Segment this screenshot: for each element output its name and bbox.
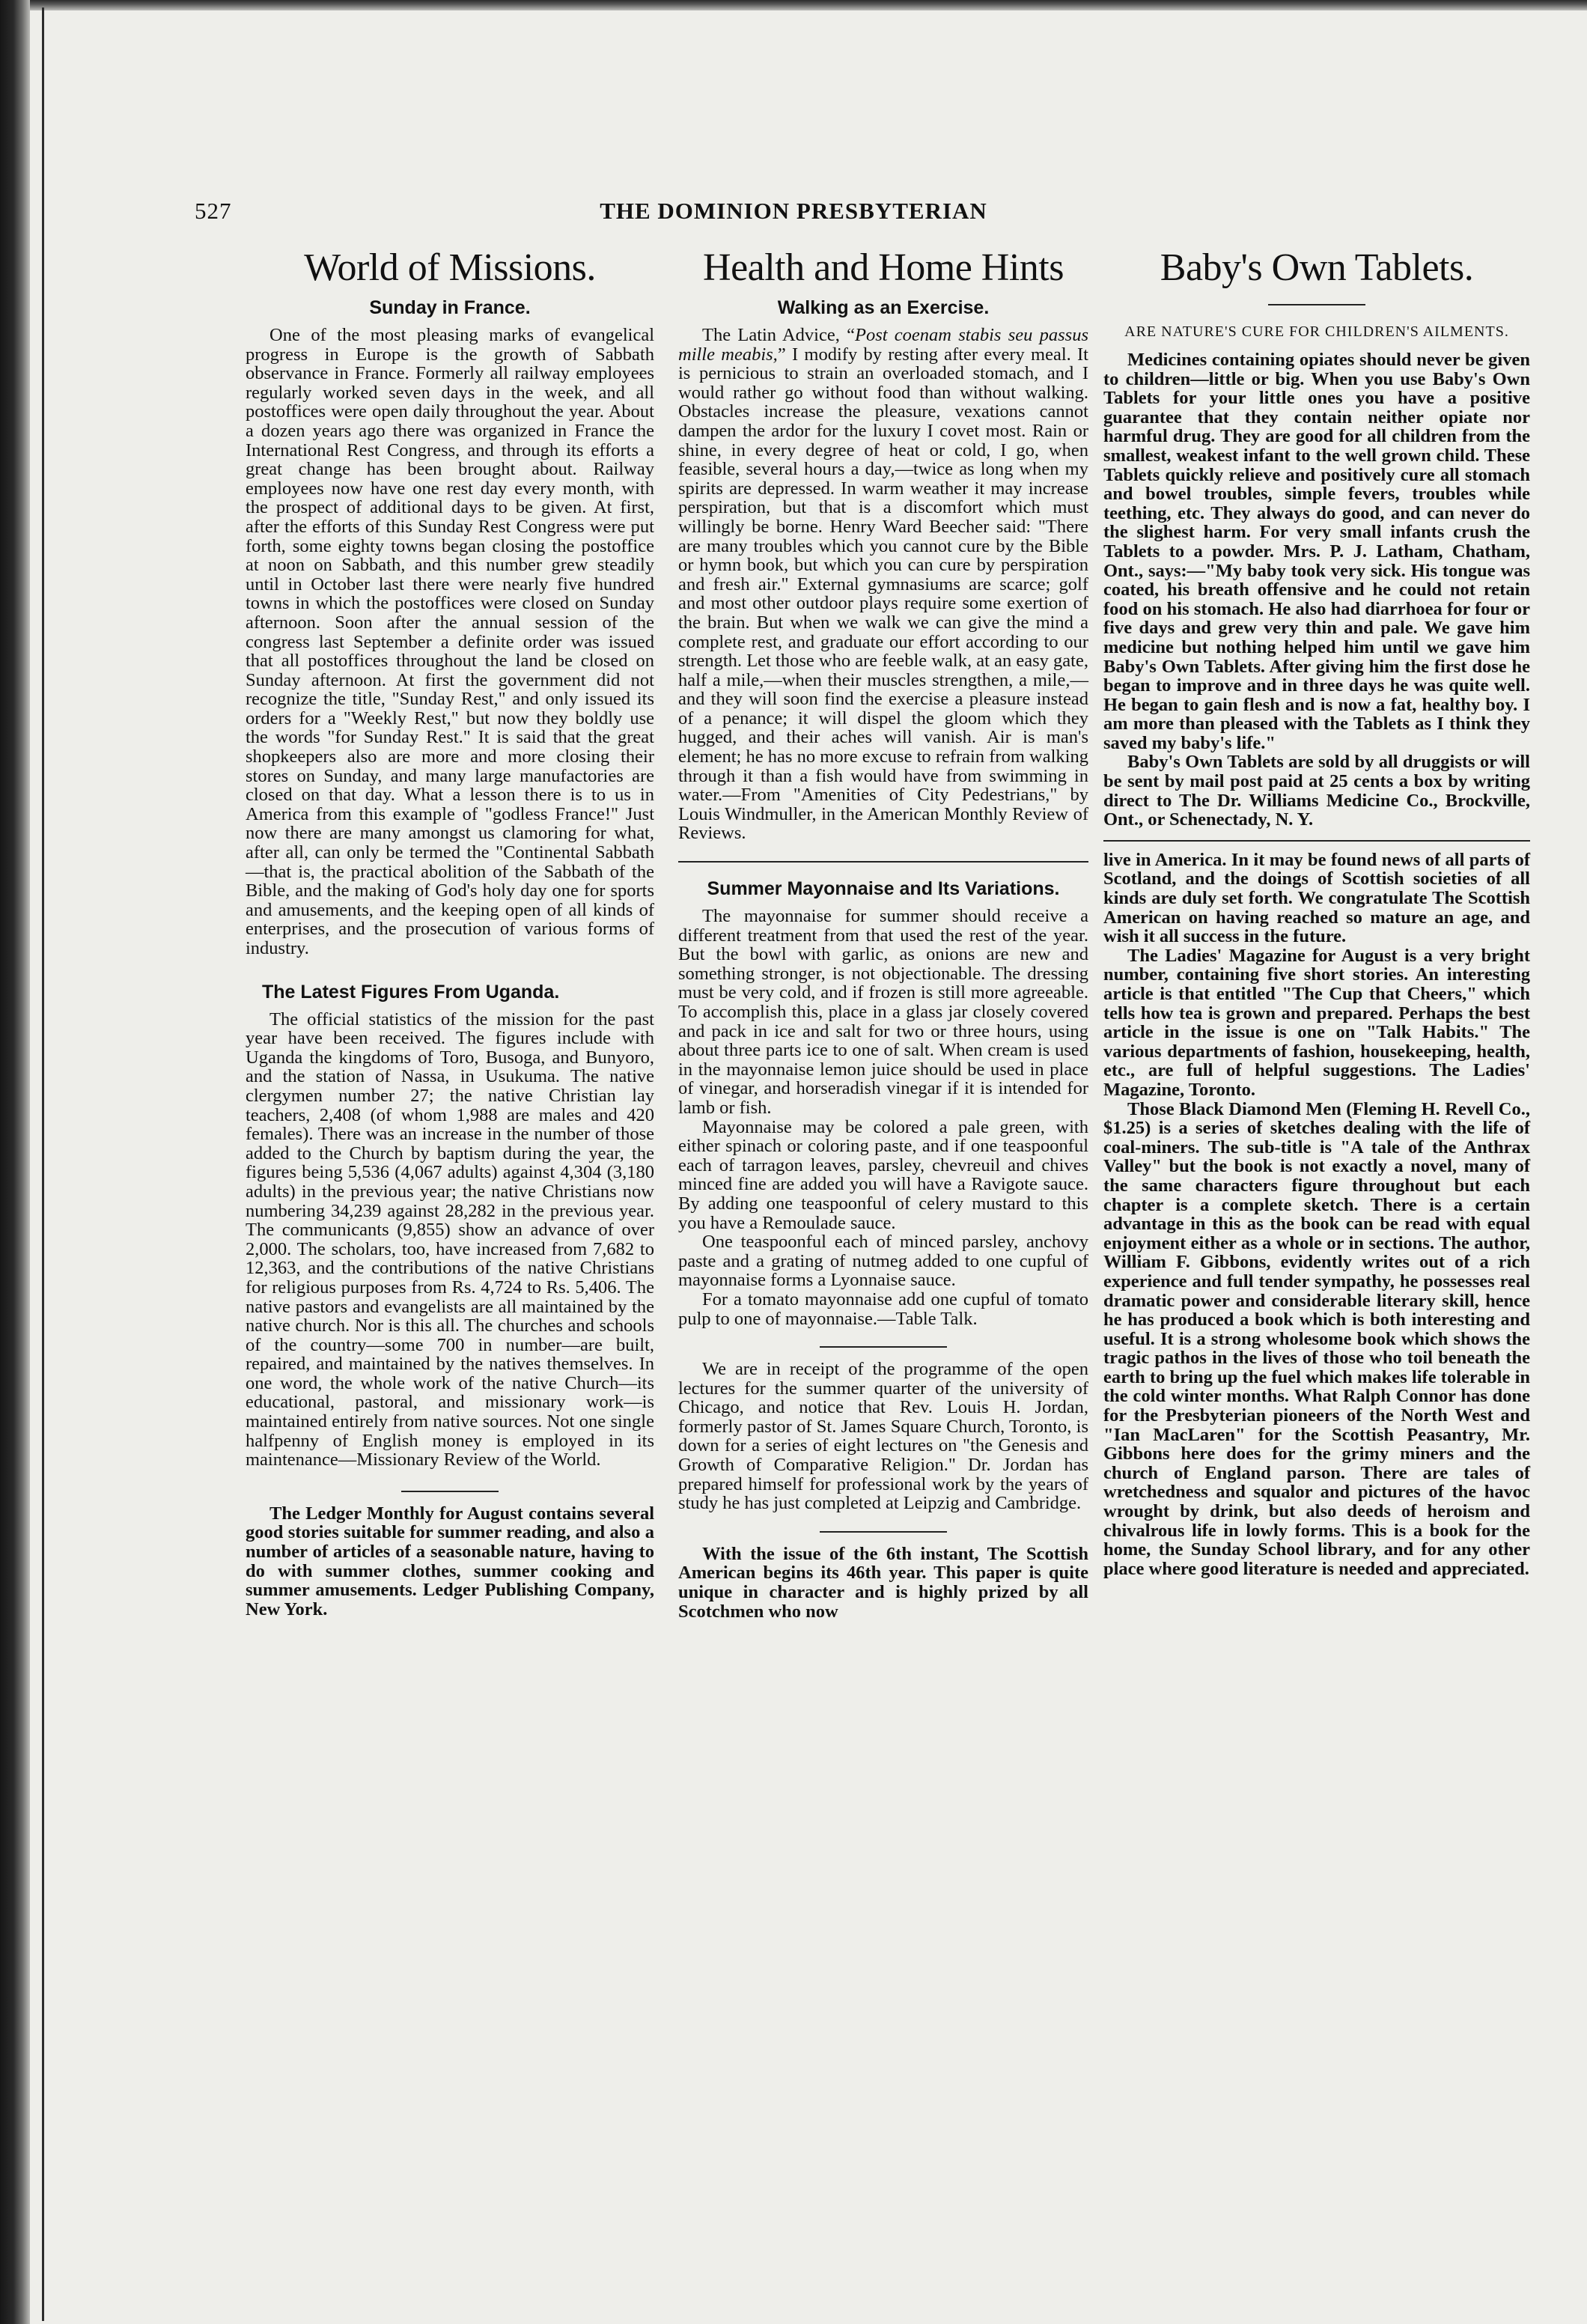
review-black-diamond-men: Those Black Diamond Men (Fleming H. Revell Co., $1.25) is a series of sketches dealing with the life of coal-miners. The sub-title is "A tale of the Anthrax Valley" but the book is not exactly a novel, many of the same characters figure throughout but each chapter is a complete sketch. There is a certain advantage in this as the book can be read with equal enjoyment either as a whole or in sections. The author, William F. Gibbons, evidently writes out of a rich experience and full tender sympathy, he possesses real dramatic power and considerable literary skill, hence he has produced a book which is both interesting and useful. It is a strong wholesome book which shows the tragic pathos in the lives of those who toil beneath the earth to bring up the fuel which makes life tolerable in the cold winter months. What Ralph Connor has done for the Presbyterian pioneers of the North West and "Ian MacLaren" for the Scottish Peasantry, Mr. Gibbons here does for the grimy miners and the church of England parson. There are tales of wretchedness and squalor and pictures of the havoc wrought by drink, but also deeds of heroism and chivalrous life in lowly forms. This is a book for the home, the Sunday School library, and for any other place where good literature is needed and appreciated.: [1103, 1098, 1530, 1579]
article-paragraph: The mayonnaise for summer should receive a different treatment from that used the rest of the year. But the bowl with garlic, as onions are new and something stronger, is not objectionable. The dressing must be very cold, and if frozen is still more agreeable. To accomplish this, place in a glass jar closely covered and pack in ice and salt for two or three hours, using about three parts ice to one of salt. When cream is used in the mayonnaise lemon juice should be used in place of vinegar, and horseradish vinegar if it is intended for lamb or fish.: [678, 906, 1088, 1118]
notice-ledger-monthly: The Ledger Monthly for August contains several good stories suitable for summer reading, and also a number of articles of a seasonable nature, having to do with summer clothes, summer cooking and summer amusements. Ledger Publishing Company, New York.: [246, 1503, 654, 1619]
article-body: The official statistics of the mission for the past year have been received. The figures include with Uganda the kingdoms of Toro, Busoga, and Bunyoro, and the station of Nassa, in Usukuma. The native clergymen number 27; the native Christian lay teachers, 2,408 (of whom 1,988 are males and 420 females). There was an increase in the number of those added to the Church by baptism during the year, the figures being 5,536 (4,067 adults) against 4,304 (3,180 adults) in the previous year; the native Christians now numbering 34,239 against 28,282 in the previous year. The communicants (9,855) show an advance of over 2,000. The scholars, too, have increased from 7,682 to 12,363, and the contributions of the native Christians for religious purposes from Rs. 4,724 to Rs. 5,406. The native pastors and evangelists are all maintained by the native church. Nor is this all. The churches and schools of the country—some 700 in number—are built, repaired, and maintained by the natives themselves. In one word, the whole work of the native Church—its educational, pastoral, and missionary work—is maintained entirely from native sources. Not one single halfpenny of English money is employed in its maintenance—Missionary Review of the World.: [246, 1009, 654, 1470]
article-paragraph: One teaspoonful each of minced parsley, anchovy paste and a grating of nutmeg added to one cupful of mayonnaise forms a Lyonnaise sauce.: [678, 1232, 1088, 1291]
column-health-and-home: [678, 234, 1088, 1621]
journal-title: THE DOMINION PRESBYTERIAN: [600, 198, 987, 224]
article-title: Walking as an Exercise.: [777, 297, 990, 318]
article-intro: The Latin Advice, “: [702, 325, 855, 345]
binding-edge: [0, 0, 30, 2324]
top-border-rule: [30, 0, 1587, 10]
page-number: 527: [195, 198, 232, 224]
department-heading: World of Missions.: [304, 246, 596, 289]
article-paragraph: For a tomato mayonnaise add one cupful of tomato pulp to one of mayonnaise.—Table Talk.: [678, 1289, 1088, 1329]
column-world-of-missions: [246, 234, 654, 1619]
notice-scottish-american: With the issue of the 6th instant, The Scottish American begins its 46th year. This paper is quite unique in character and is highly prized by all Scotchmen who now: [678, 1543, 1088, 1622]
department-heading: Health and Home Hints: [703, 246, 1064, 289]
section-divider: [1268, 304, 1365, 305]
article-title: The Latest Figures From Uganda.: [262, 981, 560, 1003]
advertisement-body: Medicines containing opiates should never be given to children—little or big. When you use Baby's Own Tablets for your little ones you have a positive guarantee that they contain neither opiate nor harmful drug. They are good for all children from the smallest, weakest infant to the well grown child. These Tablets quickly relieve and positively cure all stomach and bowel troubles, simple fevers, troubles while teething, etc. They always do good, and can never do the slighest harm. For very small infants crush the Tablets to a powder. Mrs. P. J. Latham, Chatham, Ont., says:—"My baby took very sick. His tongue was coated, his breath offensive and he could not retain food on his stomach. He also had diarrhoea for four or five days and grew very thin and pale. We gave him medicine but nothing helped him until we gave him Baby's Own Tablets. After giving him the first dose he began to improve and in three days he was quite well. He began to gain flesh and is now a fat, healthy boy. I am more than pleased with the Tablets as I think they saved my baby's life.": [1103, 350, 1530, 753]
advertisement-body: Baby's Own Tablets are sold by all druggists or will be sent by mail post paid at 25 cents a box by writing direct to The Dr. Williams Medicine Co., Brockville, Ont., or Schenectady, N. Y.: [1103, 752, 1530, 830]
left-border-rule: [42, 7, 44, 2321]
article-paragraph: Mayonnaise may be colored a pale green, with either spinach or coloring paste, and if one teaspoonful each of tarragon leaves, parsley, chevreuil and chives minced fine are added you will have a Ravigote sauce. By adding one teaspoonful of celery mustard to this you have a Remoulade sauce.: [678, 1116, 1088, 1233]
article-text: ” I modify by resting after every meal. It is pernicious to strain an overloaded stomach, and I would rather go without food than without walking. Obstacles increase the pleasure, vexations cannot dampen the ardor for the luxury I covet most. Rain or shine, in every degree of heat or cold, I go, when feasible, several hours a day,—twice as long when my spirits are depressed. In warm weather it may increase perspiration, but that is a discomfort which must willingly be borne. Henry Ward Beecher said: "There are many troubles which you cannot cure by the Bible or hymn book, but which you can cure by perspiration and fresh air." External gymnasiums are scarce; golf and most other outdoor plays require some exertion of the brain. But when we walk we can give the mind a complete rest, and graduate our effort according to our strength. Let those who are feeble walk, at an easy gate, half a mile,—when their muscles strengthen, a mile,—and they will soon find the exercise a pleasure instead of a penance; it will dispel the gloom which they hugged, and their aches will vanish. Air is man's element; he has no more excuse to refrain from walking through it than a fish would have from swimming in water.—From "Amenities of City Pedestrians," by Louis Windmuller, in the American Monthly Review of Reviews.: [678, 344, 1088, 844]
advertisement-subtitle: ARE NATURE'S CURE FOR CHILDREN'S AILMENTS.: [1124, 323, 1509, 340]
article-title: Sunday in France.: [369, 297, 531, 318]
continued-text: live in America. In it may be found news of all parts of Scotland, and the doings of Scottish societies of all kinds are duly set forth. We congratulate The Scottish American on having reached so mature an age, and wish it all success in the future.: [1103, 849, 1530, 947]
article-body: [678, 326, 1088, 843]
column-babys-own-tablets: [1103, 234, 1530, 1578]
article-title: Summer Mayonnaise and Its Variations.: [707, 878, 1060, 900]
article-body: One of the most pleasing marks of evangelical progress in Europe is the growth of Sabbath observance in France. Formerly all railway employees regularly worked seven days in the week, and all postoffices were open daily throughout the year. About a dozen years ago there was organized in France the International Rest Congress, and through its efforts a great change has been brought about. Railway employees now have one rest day every month, with the prospect of additional days to be given. At first, after the efforts of this Sunday Rest Congress were put forth, some eighty towns began closing the postoffice at noon on Sabbath, and this number grew steadily until in October last there were nearly five hundred towns in which the postoffices were closed on Sunday afternoon. Soon after the annual session of the congress last September a definite order was issued that all postoffices throughout the land be closed on Sunday afternoon. At first the government did not recognize the title, "Sunday Rest," and only issued its orders for a "Weekly Rest," but now they boldly use the words "for Sunday Rest." It is said that the great shopkeepers also are more and more closing their stores on Sunday, and many large manufactories are closed on that day. What a lesson there is to us in America from this example of "godless France!" Just now there are many amongst us clamoring for what, after all, can only be termed the "Continental Sabbath—that is, the practical abolition of the Sabbath of the Bible, and the making of God's holy day one for sports and amusements, and the keeping open of all kinds of enterprises, and the prosecution of various forms of industry.: [246, 325, 654, 958]
review-ladies-magazine: The Ladies' Magazine for August is a very bright number, containing five short stories. An interesting article is that entitled "The Cup that Cheers," which tells how tea is grown and prepared. Perhaps the best article in the issue is one on "Talk Habits." The various departments of fashion, housekeeping, health, etc., are full of helpful suggestions. The Ladies' Magazine, Toronto.: [1103, 945, 1530, 1100]
latin-quote: Post coenam stabis seu passus mille meabis,: [678, 325, 1088, 365]
notice-chicago-lectures: We are in receipt of the programme of the open lectures for the summer quarter of the university of Chicago, and notice that Rev. Louis H. Jordan, formerly pastor of St. James Square Church, Toronto, is down for a series of eight lectures on "the Genesis and Growth of Comparative Religion." Dr. Jordan has prepared himself for professional work by the years of study he has just completed at Leipzig and Cambridge.: [678, 1359, 1088, 1514]
advertisement-heading: Baby's Own Tablets.: [1160, 246, 1474, 289]
